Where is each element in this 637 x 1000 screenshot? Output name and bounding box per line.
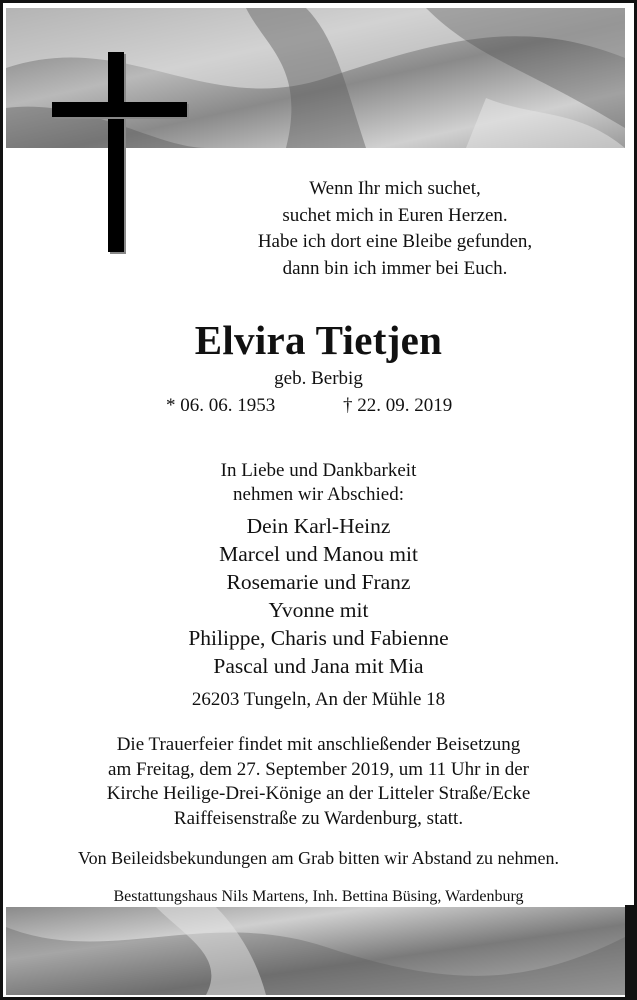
funeral-line: Die Trauerfeier findet mit anschließender Beisetzung <box>116 734 521 755</box>
intro-line: nehmen wir Abschied: <box>233 484 404 505</box>
funeral-line: Kirche Heilige-Drei-Könige an der Litteler Straße/Ecke <box>106 783 531 804</box>
deceased-name: Elvira Tietjen <box>194 317 443 363</box>
death-date: † 22. 09. 2019 <box>343 395 453 416</box>
funeral-line: Raiffeisenstraße zu Wardenburg, statt. <box>173 807 464 829</box>
maiden-name: geb. Berbig <box>274 368 363 389</box>
frame-edge-bar <box>625 905 634 997</box>
latin-cross-icon <box>52 52 187 252</box>
family-member: Rosemarie und Franz <box>226 570 411 594</box>
intro-line: In Liebe und Dankbarkeit <box>220 460 417 481</box>
poem-line: suchet mich in Euren Herzen. <box>282 204 508 226</box>
family-member: Marcel und Manou mit <box>219 542 418 566</box>
family-member: Philippe, Charis und Fabienne <box>188 626 449 650</box>
family-list <box>0 512 637 680</box>
funeral-line: am Freitag, dem 27. September 2019, um 11 Uhr in der <box>108 758 529 780</box>
family-member: Yvonne mit <box>268 598 369 622</box>
undertaker-credit: Bestattungshaus Nils Martens, Inh. Bettina Büsing, Wardenburg <box>113 888 524 905</box>
poem-line: dann bin ich immer bei Euch. <box>282 257 508 279</box>
family-member: Pascal und Jana mit Mia <box>213 654 424 678</box>
birth-date: * 06. 06. 1953 <box>166 395 276 416</box>
marble-footer-image <box>6 907 625 995</box>
farewell-intro <box>0 459 637 507</box>
poem <box>215 176 575 282</box>
poem-line: Habe ich dort eine Bleibe gefunden, <box>257 231 533 252</box>
family-member: Dein Karl-Heinz <box>246 514 391 538</box>
family-address: 26203 Tungeln, An der Mühle 18 <box>191 689 446 710</box>
condolence-note: Von Beileidsbekundungen am Grab bitten wir Abstand zu nehmen. <box>77 848 560 868</box>
poem-line: Wenn Ihr mich suchet, <box>309 178 481 199</box>
funeral-notice <box>0 733 637 831</box>
